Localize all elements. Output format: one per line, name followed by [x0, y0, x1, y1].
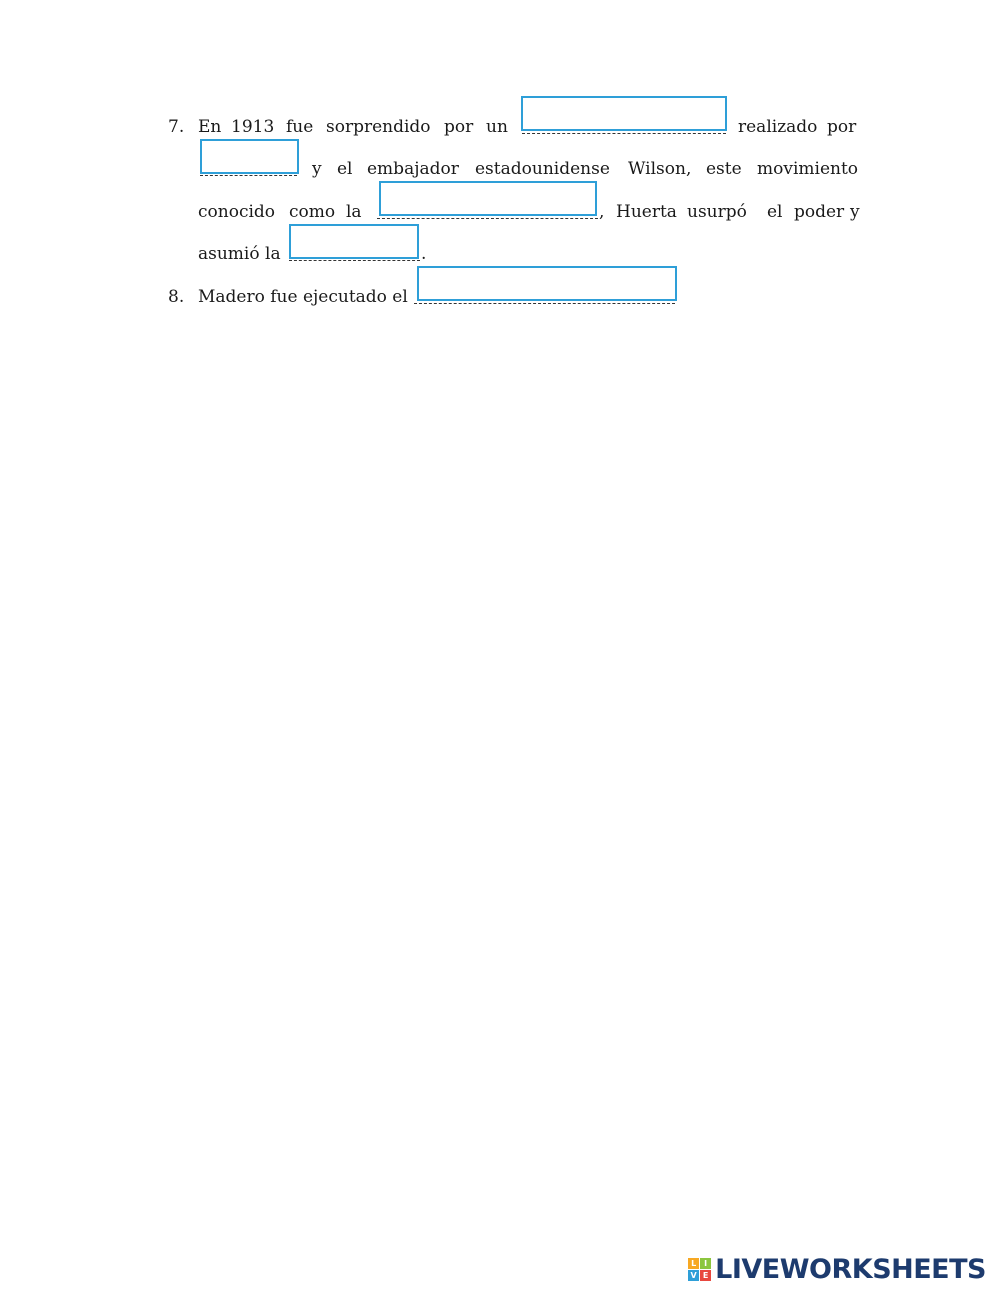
logo-letter: E [700, 1270, 711, 1281]
answer-blank-line [522, 133, 726, 134]
word: realizado [738, 117, 818, 137]
word: embajador [367, 159, 459, 179]
word: usurpó [687, 202, 747, 222]
answer-input-7c[interactable] [379, 181, 597, 216]
word: 1913 [231, 117, 275, 137]
answer-input-7a[interactable] [521, 96, 727, 131]
word: y [312, 159, 322, 179]
logo-mark-icon [688, 1258, 711, 1281]
answer-input-8[interactable] [417, 266, 677, 301]
word: como [289, 202, 336, 222]
answer-blank-line [377, 218, 598, 219]
word: estadounidense [475, 159, 610, 179]
word: movimiento [757, 159, 859, 179]
answer-input-7d[interactable] [289, 224, 419, 259]
answer-blank-line [289, 260, 420, 261]
word: por [827, 117, 857, 137]
answer-blank-line [200, 175, 297, 176]
word: la [346, 202, 362, 222]
answer-input-7b[interactable] [200, 139, 299, 174]
logo-letter: L [688, 1258, 699, 1269]
word: un [486, 117, 508, 137]
word: Huerta [616, 202, 677, 222]
word: conocido [198, 202, 276, 222]
logo-letter: V [688, 1270, 699, 1281]
word: . [421, 244, 427, 264]
word: este [706, 159, 742, 179]
logo-letter: I [700, 1258, 711, 1269]
question-8-number: 8. [168, 287, 185, 307]
word: y [850, 202, 860, 222]
question-8-text: Madero fue ejecutado el [198, 287, 408, 307]
question-7-number: 7. [168, 117, 185, 137]
word: asumió la [198, 244, 281, 264]
liveworksheets-logo [688, 1254, 986, 1285]
word: En [198, 117, 222, 137]
word: Wilson, [628, 159, 692, 179]
word: por [444, 117, 474, 137]
word: , [599, 202, 605, 222]
word: el [767, 202, 783, 222]
word: el [337, 159, 353, 179]
word: fue [286, 117, 314, 137]
answer-blank-line [414, 303, 675, 304]
word: sorprendido [326, 117, 431, 137]
logo-text: LIVEWORKSHEETS [715, 1254, 986, 1285]
word: poder [794, 202, 845, 222]
